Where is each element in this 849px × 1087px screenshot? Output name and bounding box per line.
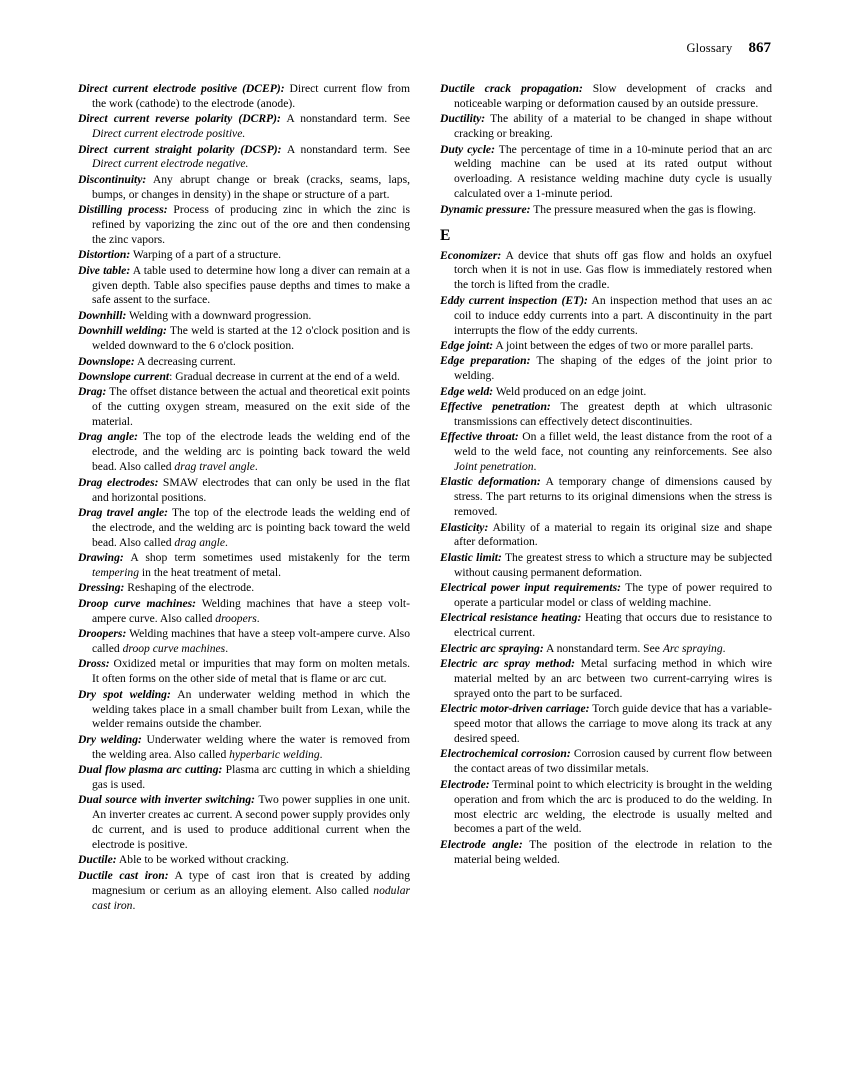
- glossary-term: Direct current electrode positive (DCEP):: [78, 82, 285, 95]
- glossary-entry: [440, 354, 772, 384]
- glossary-term: Downslope:: [78, 354, 135, 368]
- glossary-cross-reference: Direct current electrode negative.: [92, 157, 249, 171]
- glossary-definition: An inspection method that uses an ac coil to induce eddy currents into a part. A discontinuity in the part interrupts the flow of the eddy currents.: [454, 293, 772, 337]
- glossary-term: Drag electrodes:: [78, 475, 159, 489]
- glossary-term: Dual source with inverter switching:: [78, 793, 256, 807]
- glossary-cross-reference: droop curve machines: [122, 641, 226, 655]
- running-title: Glossary: [686, 41, 733, 55]
- glossary-term: Drag angle:: [78, 430, 138, 444]
- two-column-body: [78, 82, 771, 914]
- glossary-definition: A joint between the edges of two or more parallel parts.: [493, 338, 754, 352]
- glossary-definition: Heating that occurs due to resistance to electrical current.: [454, 611, 772, 640]
- glossary-term: Ductility:: [440, 112, 486, 126]
- glossary-cross-reference: droopers: [215, 611, 257, 625]
- glossary-definition-tail: .: [254, 460, 258, 474]
- glossary-definition: The pressure measured when the gas is flowing.: [530, 202, 756, 216]
- glossary-definition: Underwater welding where the water is removed from the welding area. Also called: [92, 732, 411, 761]
- left-column: [78, 82, 410, 914]
- glossary-entry: [440, 551, 772, 581]
- glossary-entry: [440, 339, 772, 354]
- glossary-term: Dual flow plasma arc cutting:: [78, 763, 223, 777]
- glossary-definition: On a fillet weld, the least distance from the root of a weld to the weld face, not counting any reinforcements. See also: [454, 430, 772, 459]
- glossary-entry: [78, 309, 410, 324]
- glossary-term: Direct current straight polarity (DCSP):: [78, 142, 282, 156]
- glossary-entry: [440, 642, 772, 657]
- glossary-entry: [440, 294, 772, 339]
- glossary-definition: A table used to determine how long a diver can remain at a given depth. Table also specifies pause depths and times to make a safe assent to the surface.: [92, 263, 411, 307]
- glossary-entry: [78, 506, 410, 551]
- glossary-entry: [440, 702, 772, 747]
- glossary-entry: [78, 385, 410, 430]
- glossary-entry: [78, 370, 410, 385]
- glossary-entry: [440, 521, 772, 551]
- glossary-definition: Process of producing zinc in which the zinc is refined by vaporizing the zinc out of the ore and then condensing the zinc vapors.: [92, 203, 411, 246]
- glossary-definition: Welding with a downward progression.: [126, 308, 312, 322]
- glossary-entry: [78, 551, 410, 581]
- glossary-term: Ductile:: [78, 853, 117, 867]
- glossary-cross-reference: tempering: [92, 566, 140, 579]
- glossary-definition: The shaping of the edges of the joint prior to welding.: [454, 354, 773, 383]
- glossary-term: Dive table:: [78, 263, 131, 277]
- glossary-term: Dross:: [78, 657, 110, 671]
- glossary-entry: [440, 430, 772, 475]
- glossary-entry: [78, 793, 410, 853]
- glossary-entry: [440, 143, 772, 203]
- glossary-term: Ductile crack propagation:: [440, 82, 583, 95]
- glossary-definition: Warping of a part of a structure.: [130, 248, 281, 262]
- glossary-definition: A decreasing current.: [134, 354, 236, 368]
- glossary-term: Elastic deformation:: [440, 475, 541, 489]
- glossary-term: Electrical resistance heating:: [440, 611, 582, 625]
- section-letter-heading: E: [440, 226, 451, 244]
- glossary-term: Dressing:: [78, 581, 125, 595]
- glossary-term: Electrical power input requirements:: [440, 581, 621, 595]
- glossary-definition: A nonstandard term. See: [280, 112, 410, 126]
- glossary-term: Discontinuity:: [78, 172, 147, 186]
- glossary-definition: Direct current flow from the work (cathode) to the electrode (anode).: [92, 82, 410, 110]
- glossary-definition: A shop term sometimes used mistakenly for the term: [123, 551, 410, 565]
- glossary-definition: SMAW electrodes that can only be used in the flat and horizontal positions.: [92, 475, 410, 504]
- glossary-definition-tail: .: [722, 641, 726, 655]
- glossary-entry: [78, 733, 410, 763]
- glossary-term: Electric arc spraying:: [440, 641, 544, 655]
- glossary-term: Droopers:: [78, 627, 127, 641]
- glossary-definition: Corrosion caused by current flow between the contact areas of two dissimilar metals.: [454, 747, 772, 776]
- glossary-cross-reference: hyperbaric welding: [229, 747, 320, 761]
- glossary-definition-tail: .: [224, 535, 228, 549]
- glossary-definition: The ability of a material to be changed in shape without cracking or breaking.: [454, 112, 772, 141]
- glossary-definition: Slow development of cracks and noticeable warping or deformation caused by an outside pressure.: [454, 82, 773, 110]
- glossary-definition: The greatest depth at which ultrasonic transmissions can effectively detect discontinuities.: [454, 399, 772, 428]
- glossary-term: Downslope current: [78, 369, 170, 383]
- glossary-term: Effective penetration:: [440, 399, 551, 413]
- glossary-entry: [78, 869, 410, 914]
- glossary-definition: Weld produced on an edge joint.: [493, 384, 647, 398]
- glossary-definition: The weld is started at the 12 o'clock position and is welded downward to the 6 o'clock position.: [92, 324, 410, 353]
- glossary-entry: [440, 778, 772, 838]
- glossary-definition: Plasma arc cutting in which a shielding gas is used.: [92, 763, 410, 791]
- glossary-cross-reference: drag travel angle: [174, 460, 255, 474]
- glossary-definition: Two power supplies in one unit. An inverter creates ac current. A second power supply provides only dc current, and is used to produce additional current when the electrode is positive.: [92, 793, 410, 852]
- glossary-definition: Metal surfacing method in which wire material melted by an arc between two current-carrying wires is sprayed onto the part to be surfaced.: [454, 657, 772, 700]
- glossary-entry: [78, 581, 410, 596]
- glossary-cross-reference: drag angle: [174, 535, 225, 549]
- glossary-definition: : Gradual decrease in current at the end of a weld.: [169, 369, 400, 383]
- glossary-entry: [78, 112, 410, 142]
- glossary-definition: Any abrupt change or break (cracks, seams, laps, bumps, or changes in density) in the shape or structure of a part.: [92, 172, 410, 201]
- glossary-entry: [78, 143, 410, 173]
- glossary-term: Electric arc spray method:: [440, 657, 575, 671]
- glossary-definition: Ability of a material to regain its original size and shape after deformation.: [454, 520, 772, 549]
- glossary-entry: [440, 657, 772, 702]
- glossary-entry: [440, 581, 772, 611]
- glossary-term: Dynamic pressure:: [440, 202, 531, 216]
- glossary-definition-tail: in the heat treatment of metal.: [139, 566, 281, 579]
- glossary-term: Effective throat:: [440, 430, 519, 444]
- glossary-entry: [78, 203, 410, 248]
- glossary-entry: [78, 688, 410, 733]
- glossary-term: Distortion:: [78, 248, 131, 262]
- glossary-definition: Oxidized metal or impurities that may form on molten metals. It often forms on the other side of metal that is flame or arc cut.: [92, 657, 410, 686]
- glossary-entry: [440, 838, 772, 868]
- glossary-entry: [78, 763, 410, 793]
- glossary-entry: [78, 853, 410, 868]
- glossary-definition: The percentage of time in a 10-minute period that an arc welding machine can be used at its rated output without overloading. A resistance welding machine duty cycle is usually calculated over a 1-minute period.: [454, 142, 772, 201]
- glossary-entry: [440, 400, 772, 430]
- glossary-term: Electrode:: [440, 777, 490, 791]
- glossary-definition: A nonstandard term. See: [543, 641, 663, 655]
- glossary-term: Edge weld:: [440, 384, 494, 398]
- glossary-term: Downhill welding:: [78, 324, 167, 338]
- glossary-term: Droop curve machines:: [78, 596, 197, 610]
- glossary-definition-tail: .: [533, 460, 537, 474]
- glossary-term: Dry spot welding:: [78, 687, 171, 701]
- glossary-entry: [440, 611, 772, 641]
- glossary-term: Downhill:: [78, 308, 127, 322]
- glossary-entry: [78, 248, 410, 263]
- glossary-entry: [78, 355, 410, 370]
- glossary-definition-tail: .: [225, 641, 229, 655]
- glossary-definition-tail: .: [132, 898, 136, 912]
- glossary-term: Elasticity:: [440, 520, 489, 534]
- glossary-entry: [78, 627, 410, 657]
- glossary-term: Drag:: [78, 385, 107, 399]
- glossary-term: Distilling process:: [78, 203, 168, 217]
- glossary-definition: Reshaping of the electrode.: [124, 581, 255, 595]
- glossary-definition: The top of the electrode leads the welding end of the electrode, and the welding arc is pointing back toward the weld bead. Also called: [92, 430, 410, 474]
- glossary-term: Economizer:: [440, 248, 502, 262]
- glossary-definition: A device that shuts off gas flow and holds an oxyfuel torch when it is not in use. Gas flow is immediately restored when the torch is lifted from the cradle.: [454, 248, 772, 292]
- glossary-term: Edge joint:: [440, 338, 494, 352]
- glossary-definition-tail: .: [256, 611, 260, 625]
- glossary-term: Eddy current inspection (ET):: [440, 293, 588, 307]
- glossary-entry: [78, 430, 410, 475]
- glossary-entry: [440, 385, 772, 400]
- glossary-term: Duty cycle:: [440, 142, 495, 156]
- glossary-cross-reference: Direct current electrode positive.: [92, 127, 246, 141]
- glossary-term: Electrode angle:: [440, 837, 523, 851]
- glossary-entry: [78, 597, 410, 627]
- glossary-definition: An underwater welding method in which the welding takes place in a small chamber built from Lexan, while the welder remains outside the chamber.: [92, 687, 410, 731]
- glossary-entry: [78, 657, 410, 687]
- glossary-term: Elastic limit:: [440, 550, 502, 564]
- glossary-entry: [440, 249, 772, 294]
- glossary-definition: The greatest stress to which a structure may be subjected without causing permanent deformation.: [454, 550, 772, 579]
- glossary-definition: A nonstandard term. See: [281, 142, 410, 156]
- glossary-term: Direct current reverse polarity (DCRP):: [78, 112, 281, 126]
- glossary-term: Drag travel angle:: [78, 505, 169, 519]
- glossary-definition: The offset distance between the actual and theoretical exit points of the cutting oxygen stream, measured on the exit side of the material.: [92, 385, 410, 429]
- glossary-term: Ductile cast iron:: [78, 868, 169, 882]
- glossary-definition: Welding machines that have a steep volt-ampere curve. Also called: [92, 596, 410, 625]
- glossary-entry: [440, 203, 772, 218]
- glossary-entry: [440, 82, 772, 112]
- right-column: [440, 82, 772, 868]
- glossary-definition: The position of the electrode in relation to the material being welded.: [454, 837, 772, 866]
- glossary-entry: [78, 264, 410, 309]
- glossary-definition: A temporary change of dimensions caused by stress. The part returns to its original dimensions when the stress is removed.: [454, 475, 772, 519]
- glossary-term: Drawing:: [78, 551, 124, 565]
- glossary-entry: [78, 82, 410, 112]
- glossary-cross-reference: Joint penetration: [454, 460, 534, 474]
- glossary-entry: [78, 476, 410, 506]
- glossary-definition-tail: .: [319, 747, 323, 761]
- glossary-entry: [440, 475, 772, 520]
- glossary-term: Dry welding:: [78, 732, 142, 746]
- glossary-definition: Torch guide device that has a variable-speed motor that allows the carriage to move along its track at any desired speed.: [454, 702, 772, 746]
- glossary-term: Electric motor-driven carriage:: [440, 702, 590, 716]
- glossary-definition: Able to be worked without cracking.: [116, 853, 289, 867]
- page-number: 867: [748, 40, 771, 56]
- glossary-definition: Terminal point to which electricity is brought in the welding operation and from which the arc is produced to do the welding. In most electric arc welding, the electrode is usually melted and becomes a part of the weld.: [454, 777, 772, 836]
- page-header: [78, 40, 771, 58]
- glossary-entry: [440, 112, 772, 142]
- glossary-definition: The type of power required to operate a particular model or class of welding machine.: [454, 581, 772, 610]
- glossary-entry: [78, 173, 410, 203]
- glossary-cross-reference: Arc spraying: [662, 641, 723, 655]
- glossary-definition: A type of cast iron that is created by adding magnesium or cerium as an alloying element. Also called: [92, 868, 411, 897]
- glossary-definition: Welding machines that have a steep volt-ampere curve. Also called: [92, 627, 410, 655]
- glossary-definition: The top of the electrode leads the welding end of the electrode, and the welding arc is pointing back toward the weld bead. Also called: [92, 505, 410, 549]
- glossary-term: Edge preparation:: [440, 354, 531, 368]
- glossary-cross-reference: nodular cast iron: [92, 883, 410, 912]
- glossary-term: Electrochemical corrosion:: [440, 747, 571, 761]
- glossary-entry: [78, 324, 410, 354]
- glossary-entry: [440, 747, 772, 777]
